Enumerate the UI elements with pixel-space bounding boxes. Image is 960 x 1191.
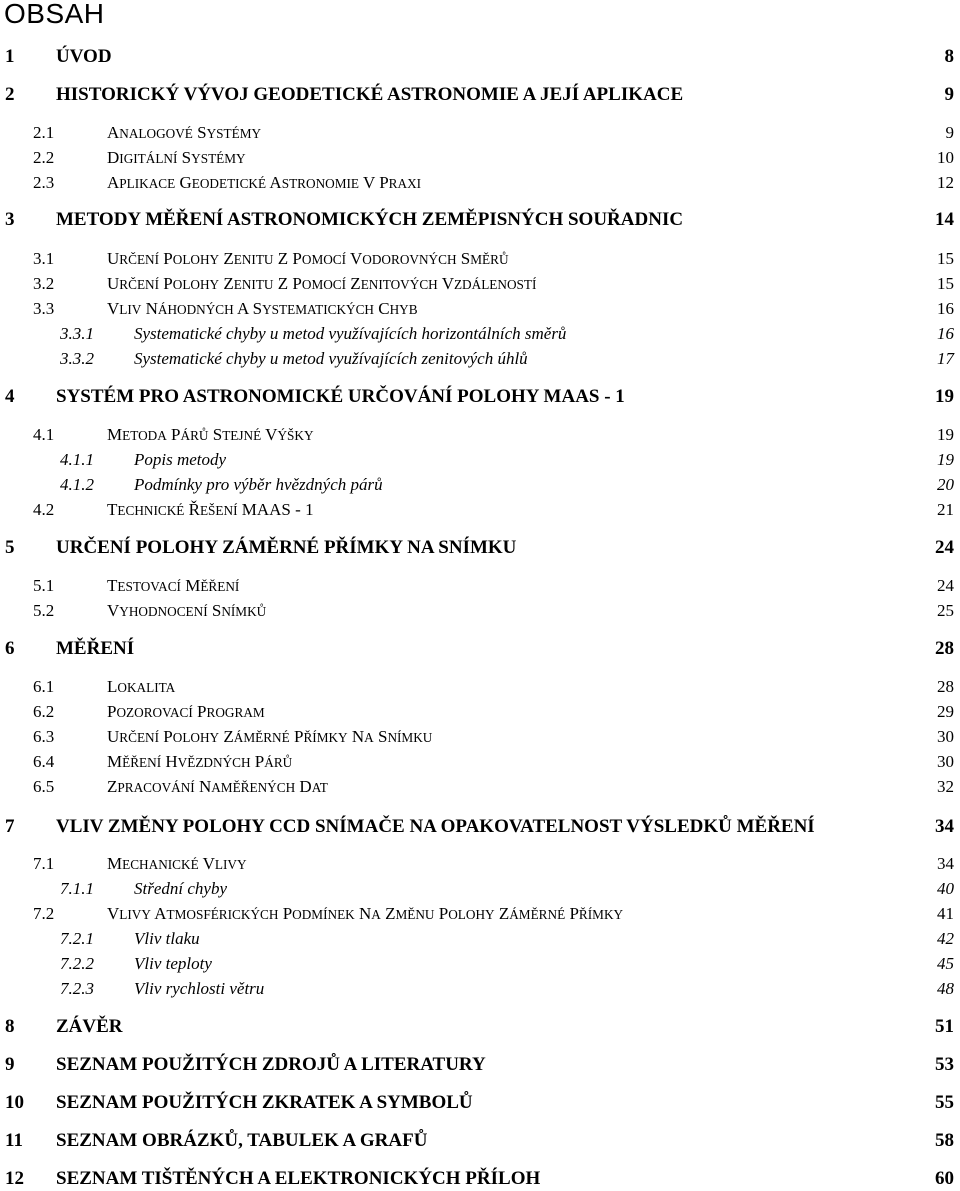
toc-entry[interactable] bbox=[0, 599, 960, 623]
toc-entry-number: 6.5 bbox=[33, 777, 55, 796]
toc-entry-page: 29 bbox=[937, 702, 954, 721]
toc-entry-page: 24 bbox=[935, 537, 954, 558]
toc-entry-number: 9 bbox=[5, 1054, 15, 1075]
toc-entry-number: 5 bbox=[5, 537, 15, 558]
toc-entry[interactable] bbox=[0, 977, 960, 1001]
toc-entry[interactable] bbox=[0, 877, 960, 901]
toc-entry-page: 8 bbox=[944, 46, 954, 67]
toc-entry[interactable] bbox=[0, 247, 960, 271]
toc-entry-title: SYSTÉM PRO ASTRONOMICKÉ URČOVÁNÍ POLOHY MAAS - 1 bbox=[56, 386, 625, 407]
toc-entry[interactable] bbox=[0, 473, 960, 497]
toc-entry-title: METODA PÁRŮ STEJNÉ VÝŠKY bbox=[107, 425, 314, 444]
toc-entry-number: 7 bbox=[5, 816, 15, 837]
toc-entry[interactable] bbox=[0, 385, 960, 409]
toc-entry-page: 53 bbox=[935, 1054, 954, 1075]
toc-entry-number: 7.1 bbox=[33, 854, 55, 873]
toc-entry-title: ZÁVĚR bbox=[56, 1016, 123, 1037]
toc-entry-page: 30 bbox=[937, 727, 954, 746]
toc-entry-title: HISTORICKÝ VÝVOJ GEODETICKÉ ASTRONOMIE A JEJÍ APLIKACE bbox=[56, 84, 684, 105]
toc-entry[interactable] bbox=[0, 1167, 960, 1191]
toc-entry-title: Střední chyby bbox=[134, 879, 227, 898]
toc-entry-title: SEZNAM POUŽITÝCH ZKRATEK A SYMBOLŮ bbox=[56, 1092, 473, 1113]
toc-entry-page: 48 bbox=[937, 979, 954, 998]
toc-entry-number: 12 bbox=[5, 1168, 24, 1189]
toc-entry-page: 34 bbox=[937, 854, 954, 873]
toc-entry-title: METODY MĚŘENÍ ASTRONOMICKÝCH ZEMĚPISNÝCH SOUŘADNIC bbox=[56, 209, 684, 230]
toc-entry-number: 4.2 bbox=[33, 500, 55, 519]
toc-entry-page: 40 bbox=[937, 879, 954, 898]
toc-entry-title: TESTOVACÍ MĚŘENÍ bbox=[107, 576, 240, 595]
toc-entry-title: VLIV NÁHODNÝCH A SYSTEMATICKÝCH CHYB bbox=[107, 299, 418, 318]
toc-entry-page: 24 bbox=[937, 576, 954, 595]
toc-entry-title: DIGITÁLNÍ SYSTÉMY bbox=[107, 148, 246, 167]
toc-entry[interactable] bbox=[0, 208, 960, 232]
toc-entry-title: VLIVY ATMOSFÉRICKÝCH PODMÍNEK NA ZMĚNU POLOHY ZÁMĚRNÉ PŘÍMKY bbox=[107, 904, 624, 923]
toc-entry-page: 21 bbox=[937, 500, 954, 519]
toc-entry-title: VYHODNOCENÍ SNÍMKŮ bbox=[107, 601, 267, 620]
toc-entry-number: 7.2.2 bbox=[60, 954, 94, 973]
toc-entry-page: 58 bbox=[935, 1130, 954, 1151]
toc-entry[interactable] bbox=[0, 1129, 960, 1153]
toc-entry[interactable] bbox=[0, 448, 960, 472]
toc-entry-number: 2.2 bbox=[33, 148, 55, 167]
toc-entry-number: 5.1 bbox=[33, 576, 55, 595]
toc-entry-number: 2.3 bbox=[33, 173, 55, 192]
toc-entry[interactable] bbox=[0, 1091, 960, 1115]
toc-entry-number: 4.1 bbox=[33, 425, 55, 444]
toc-entry-page: 19 bbox=[937, 425, 954, 444]
toc-entry-page: 28 bbox=[937, 677, 954, 696]
toc-entry[interactable] bbox=[0, 347, 960, 371]
toc-entry-page: 28 bbox=[935, 638, 954, 659]
toc-entry[interactable] bbox=[0, 45, 960, 69]
toc-entry-number: 6.4 bbox=[33, 752, 55, 771]
toc-entry-page: 30 bbox=[937, 752, 954, 771]
toc-entry[interactable] bbox=[0, 322, 960, 346]
toc-entry-page: 51 bbox=[935, 1016, 954, 1037]
toc-entry-number: 6.2 bbox=[33, 702, 55, 721]
toc-entry-title: Systematické chyby u metod využívajících horizontálních směrů bbox=[134, 324, 567, 343]
toc-entry-title: LOKALITA bbox=[107, 677, 176, 696]
toc-entry-page: 60 bbox=[935, 1168, 954, 1189]
toc-entry-page: 41 bbox=[937, 904, 954, 923]
toc-entry-page: 32 bbox=[937, 777, 954, 796]
toc-entry-title: ZPRACOVÁNÍ NAMĚŘENÝCH DAT bbox=[107, 777, 328, 796]
toc-entry-number: 4 bbox=[5, 386, 15, 407]
toc-entry-page: 12 bbox=[937, 173, 954, 192]
toc-entry-page: 42 bbox=[937, 929, 954, 948]
toc-entry[interactable] bbox=[0, 171, 960, 195]
toc-entry-title: URČENÍ POLOHY ZÁMĚRNÉ PŘÍMKY NA SNÍMKU bbox=[56, 537, 517, 558]
toc-entry-page: 15 bbox=[937, 249, 954, 268]
toc-entry[interactable] bbox=[0, 536, 960, 560]
toc-entry-title: URČENÍ POLOHY ZENITU Z POMOCÍ ZENITOVÝCH VZDÁLENOSTÍ bbox=[107, 274, 537, 293]
toc-heading: OBSAH bbox=[4, 0, 105, 29]
toc-entry[interactable] bbox=[0, 121, 960, 145]
toc-entry-number: 1 bbox=[5, 46, 15, 67]
toc-entry-page: 14 bbox=[935, 209, 954, 230]
toc-entry-title: Vliv teploty bbox=[134, 954, 212, 973]
toc-entry-number: 7.2.3 bbox=[60, 979, 94, 998]
toc-entry[interactable] bbox=[0, 83, 960, 107]
toc-entry-title: ANALOGOVÉ SYSTÉMY bbox=[107, 123, 262, 142]
toc-entry-number: 5.2 bbox=[33, 601, 55, 620]
toc-entry-title: URČENÍ POLOHY ZÁMĚRNÉ PŘÍMKY NA SNÍMKU bbox=[107, 727, 433, 746]
toc-entry-page: 45 bbox=[937, 954, 954, 973]
toc-entry-number: 3 bbox=[5, 209, 15, 230]
toc-entry[interactable] bbox=[0, 297, 960, 321]
toc-entry-number: 7.2.1 bbox=[60, 929, 94, 948]
toc-entry-number: 6 bbox=[5, 638, 15, 659]
toc-entry-number: 2 bbox=[5, 84, 15, 105]
toc-entry[interactable] bbox=[0, 750, 960, 774]
toc-entry-page: 9 bbox=[945, 123, 954, 142]
toc-entry-number: 8 bbox=[5, 1016, 15, 1037]
toc-entry-page: 17 bbox=[937, 349, 954, 368]
toc-entry-title: Podmínky pro výběr hvězdných párů bbox=[134, 475, 383, 494]
toc-entry-page: 20 bbox=[937, 475, 954, 494]
toc-entry[interactable] bbox=[0, 927, 960, 951]
toc-entry-number: 3.3 bbox=[33, 299, 55, 318]
toc-entry-number: 11 bbox=[5, 1130, 23, 1151]
toc-entry[interactable] bbox=[0, 574, 960, 598]
toc-entry[interactable] bbox=[0, 952, 960, 976]
toc-entry-title: Systematické chyby u metod využívajících zenitových úhlů bbox=[134, 349, 528, 368]
toc-entry-page: 19 bbox=[935, 386, 954, 407]
toc-entry-title: MĚŘENÍ HVĚZDNÝCH PÁRŮ bbox=[107, 752, 293, 771]
toc-entry-title: VLIV ZMĚNY POLOHY CCD SNÍMAČE NA OPAKOVATELNOST VÝSLEDKŮ MĚŘENÍ bbox=[56, 816, 815, 837]
toc-entry-page: 19 bbox=[937, 450, 954, 469]
toc-entry-title: POZOROVACÍ PROGRAM bbox=[107, 702, 265, 721]
toc-entry-page: 9 bbox=[944, 84, 954, 105]
toc-entry[interactable] bbox=[0, 637, 960, 661]
toc-entry[interactable] bbox=[0, 902, 960, 926]
toc-entry-page: 15 bbox=[937, 274, 954, 293]
toc-entry-number: 2.1 bbox=[33, 123, 55, 142]
toc-entry-page: 34 bbox=[935, 816, 954, 837]
toc-entry[interactable] bbox=[0, 146, 960, 170]
toc-entry-number: 4.1.2 bbox=[60, 475, 94, 494]
toc-entry-title: Vliv tlaku bbox=[134, 929, 200, 948]
toc-entry-number: 3.1 bbox=[33, 249, 55, 268]
toc-entry[interactable] bbox=[0, 1053, 960, 1077]
toc-entry[interactable] bbox=[0, 852, 960, 876]
toc-entry[interactable] bbox=[0, 675, 960, 699]
toc-entry-title: Vliv rychlosti větru bbox=[134, 979, 265, 998]
toc-entry-number: 4.1.1 bbox=[60, 450, 94, 469]
toc-entry-title: SEZNAM POUŽITÝCH ZDROJŮ A LITERATURY bbox=[56, 1054, 486, 1075]
toc-entry-number: 3.3.1 bbox=[60, 324, 94, 343]
toc-entry-number: 10 bbox=[5, 1092, 24, 1113]
toc-entry-number: 6.3 bbox=[33, 727, 55, 746]
toc-entry-title: ÚVOD bbox=[56, 46, 112, 67]
toc-entry-title: MECHANICKÉ VLIVY bbox=[107, 854, 247, 873]
toc-entry-page: 16 bbox=[937, 324, 954, 343]
toc-entry-number: 3.2 bbox=[33, 274, 55, 293]
toc-entry[interactable] bbox=[0, 775, 960, 799]
toc-entry-title: APLIKACE GEODETICKÉ ASTRONOMIE V PRAXI bbox=[107, 173, 422, 192]
toc-entry[interactable] bbox=[0, 423, 960, 447]
toc-entry-page: 10 bbox=[937, 148, 954, 167]
toc-entry-number: 3.3.2 bbox=[60, 349, 94, 368]
toc-entry-number: 7.1.1 bbox=[60, 879, 94, 898]
toc-entry[interactable] bbox=[0, 272, 960, 296]
toc-entry-page: 25 bbox=[937, 601, 954, 620]
toc-entry[interactable] bbox=[0, 1015, 960, 1039]
toc-entry-page: 55 bbox=[935, 1092, 954, 1113]
toc-entry-title: Popis metody bbox=[134, 450, 227, 469]
toc-entry-title: MĚŘENÍ bbox=[56, 638, 135, 659]
toc-entry[interactable] bbox=[0, 815, 960, 839]
toc-entry[interactable] bbox=[0, 725, 960, 749]
toc-entry-title: TECHNICKÉ ŘEŠENÍ MAAS - 1 bbox=[107, 500, 314, 519]
toc-entry-title: SEZNAM OBRÁZKŮ, TABULEK A GRAFŮ bbox=[56, 1130, 428, 1151]
toc-entry-number: 6.1 bbox=[33, 677, 55, 696]
toc-entry-title: URČENÍ POLOHY ZENITU Z POMOCÍ VODOROVNÝCH SMĚRŮ bbox=[107, 249, 509, 268]
toc-entry-number: 7.2 bbox=[33, 904, 55, 923]
toc-entry-page: 16 bbox=[937, 299, 954, 318]
toc-entry[interactable] bbox=[0, 498, 960, 522]
toc-entry[interactable] bbox=[0, 700, 960, 724]
toc-entry-title: SEZNAM TIŠTĚNÝCH A ELEKTRONICKÝCH PŘÍLOH bbox=[56, 1168, 541, 1189]
